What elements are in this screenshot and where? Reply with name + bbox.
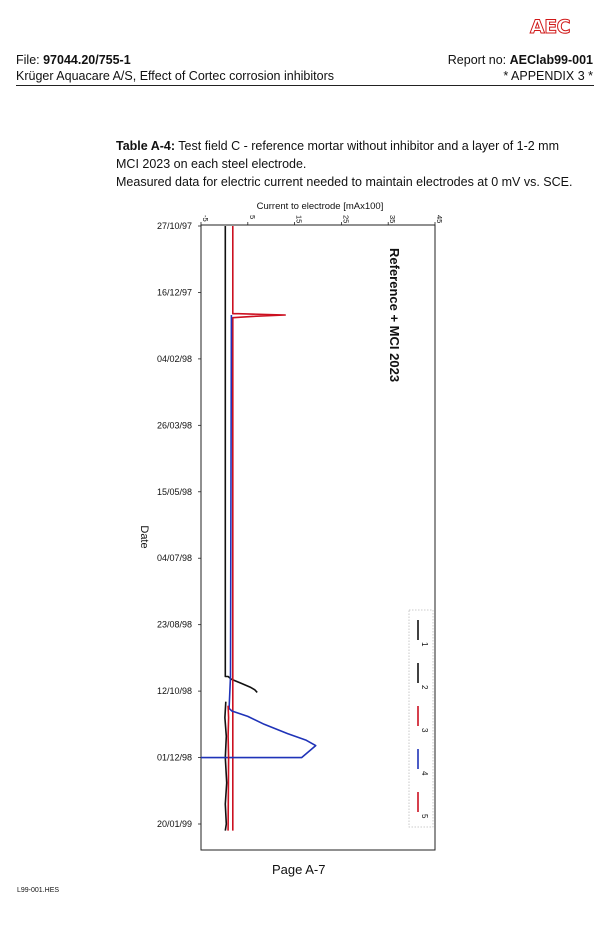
legend-label-5: 5 [420,814,429,819]
y-tick-label: 20/01/99 [156,819,192,829]
file-number: 97044.20/755-1 [43,53,131,67]
y-tick-label: 12/10/98 [156,686,192,697]
page-number: Page A-7 [272,862,326,877]
y-tick-label: 01/12/98 [156,752,192,763]
x-tick-label: 25 [341,215,351,224]
series-line-2 [225,702,227,831]
legend-label-1: 1 [420,642,429,647]
footer-filename: L99-001.HES [17,887,60,894]
table-caption-line3: Measured data for electric current needed to maintain electrodes at 0 mV vs. SCE. [116,175,573,189]
y-tick-label: 26/03/98 [156,420,192,431]
appendix-label: * APPENDIX 3 * [503,69,593,83]
file-label: File: [16,53,44,67]
document-subtitle: Krüger Aquacare A/S, Effect of Cortec corrosion inhibitors [16,69,334,83]
table-label: Table A-4: [116,139,176,153]
caption-text-1: Test field C - reference mortar without inhibitor and a layer of 1-2 mm [175,139,560,153]
legend-label-4: 4 [420,771,429,776]
table-caption-line2: MCI 2023 on each steel electrode. [116,157,307,171]
report-number: AEClab99-001 [509,53,593,67]
y-tick-labels [157,221,201,829]
x-tick-label: 35 [388,215,398,224]
y-tick-label: 04/07/98 [156,553,192,564]
aec-logo: AEC [530,16,571,38]
x-axis-label: Current to electrode [mAx100] [256,201,384,212]
y-axis-label: Date [138,525,150,549]
series-line-4 [201,315,316,758]
y-tick-label: 15/05/98 [156,486,192,497]
x-tick-labels [201,215,444,225]
legend-label-3: 3 [420,728,429,733]
x-tick-label: 45 [435,215,444,224]
series-line-3 [233,226,285,831]
chart-title: Reference + MCI 2023 [387,248,402,383]
x-tick-label: 15 [294,215,304,224]
y-tick-label: 16/12/97 [156,287,192,298]
x-tick-label: 5 [247,215,257,220]
y-tick-label: 04/02/98 [156,353,192,364]
x-tick-label: -5 [201,215,210,222]
series-line-5 [228,706,229,831]
series-layer [201,226,316,831]
y-tick-label: 27/10/97 [156,221,192,231]
y-tick-label: 23/08/98 [156,619,192,630]
legend-label-2: 2 [420,685,429,690]
report-label: Report no: [447,53,510,67]
